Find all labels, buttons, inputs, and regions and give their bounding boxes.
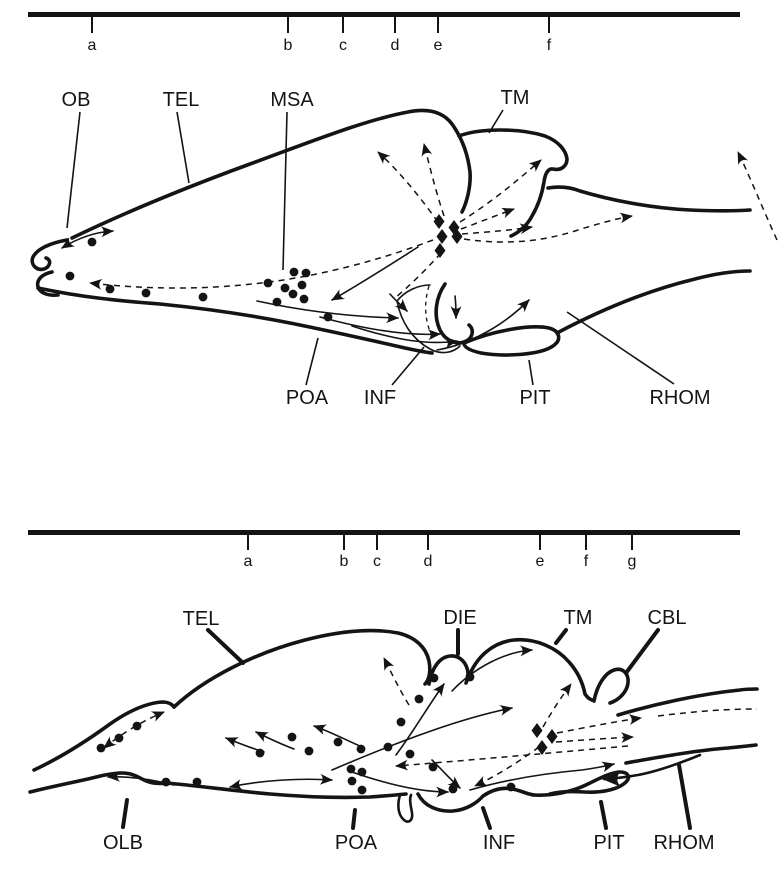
cell-dot [358, 786, 367, 795]
label-olb: OLB [102, 832, 144, 854]
cell-dot [449, 785, 458, 794]
cell-dot [397, 718, 406, 727]
top-ruler-letter-d: d [390, 37, 400, 54]
cell-dot [142, 289, 151, 298]
cell-dot [384, 743, 393, 752]
cell-dot [334, 738, 343, 747]
label-rhom-bottom: RHOM [653, 832, 715, 854]
cell-dot [281, 284, 290, 293]
label-tm: TM [500, 87, 530, 109]
label-ob: OB [61, 89, 91, 111]
label-poa-bottom: POA [334, 832, 378, 854]
cell-dot [300, 295, 309, 304]
label-cbl: CBL [647, 607, 687, 629]
cell-dot [347, 765, 356, 774]
cell-dot [106, 285, 115, 294]
cell-dot [115, 734, 124, 743]
label-inf-bottom: INF [482, 832, 516, 854]
cell-dot [429, 763, 438, 772]
cell-dot [305, 747, 314, 756]
cell-dot [415, 695, 424, 704]
cell-dot [289, 290, 298, 299]
cell-dot [264, 279, 273, 288]
cell-dot [288, 733, 297, 742]
cell-dot [290, 268, 299, 277]
cell-dot [358, 768, 367, 777]
cell-dot [348, 777, 357, 786]
bottom-ruler-letter-a: a [243, 553, 253, 570]
cell-dot [406, 750, 415, 759]
cell-dot [302, 269, 311, 278]
label-inf: INF [363, 387, 397, 409]
bottom-ruler-letter-b: b [339, 553, 349, 570]
cell-dot [162, 778, 171, 787]
label-poa: POA [285, 387, 329, 409]
label-tel-bottom: TEL [182, 608, 220, 630]
cell-dot [357, 745, 366, 754]
bottom-ruler-letter-f: f [583, 553, 589, 570]
label-pit: PIT [519, 387, 551, 409]
bottom-ruler-letter-d: d [423, 553, 433, 570]
bottom-ruler-bar [28, 530, 740, 535]
bottom-ruler-letter-g: g [627, 553, 637, 570]
label-rhom: RHOM [649, 387, 711, 409]
leader-poa-bottom [353, 810, 355, 828]
bottom-ruler-letter-e: e [535, 553, 545, 570]
top-ruler-letter-c: c [339, 37, 347, 54]
cell-dot [507, 783, 516, 792]
label-tel: TEL [162, 89, 200, 111]
label-pit-bottom: PIT [593, 832, 625, 854]
top-ruler-bar [28, 12, 740, 17]
top-ruler-letter-b: b [283, 37, 293, 54]
cell-dot [256, 749, 265, 758]
cell-dot [66, 272, 75, 281]
label-msa: MSA [270, 89, 314, 111]
cell-dot [193, 778, 202, 787]
cell-dot [298, 281, 307, 290]
cell-dot [88, 238, 97, 247]
top-ruler-letter-e: e [433, 37, 443, 54]
cell-dot [97, 744, 106, 753]
cell-dot [430, 674, 439, 683]
top-ruler-letter-a: a [87, 37, 97, 54]
bottom-ruler-letter-c: c [373, 553, 381, 570]
label-die: DIE [443, 607, 477, 629]
top-ruler-letter-f: f [546, 37, 552, 54]
cell-dot [324, 313, 333, 322]
cell-dot [199, 293, 208, 302]
label-tm-bottom: TM [563, 607, 593, 629]
cell-dot [273, 298, 282, 307]
cell-dot [466, 673, 475, 682]
cell-dot [133, 722, 142, 731]
